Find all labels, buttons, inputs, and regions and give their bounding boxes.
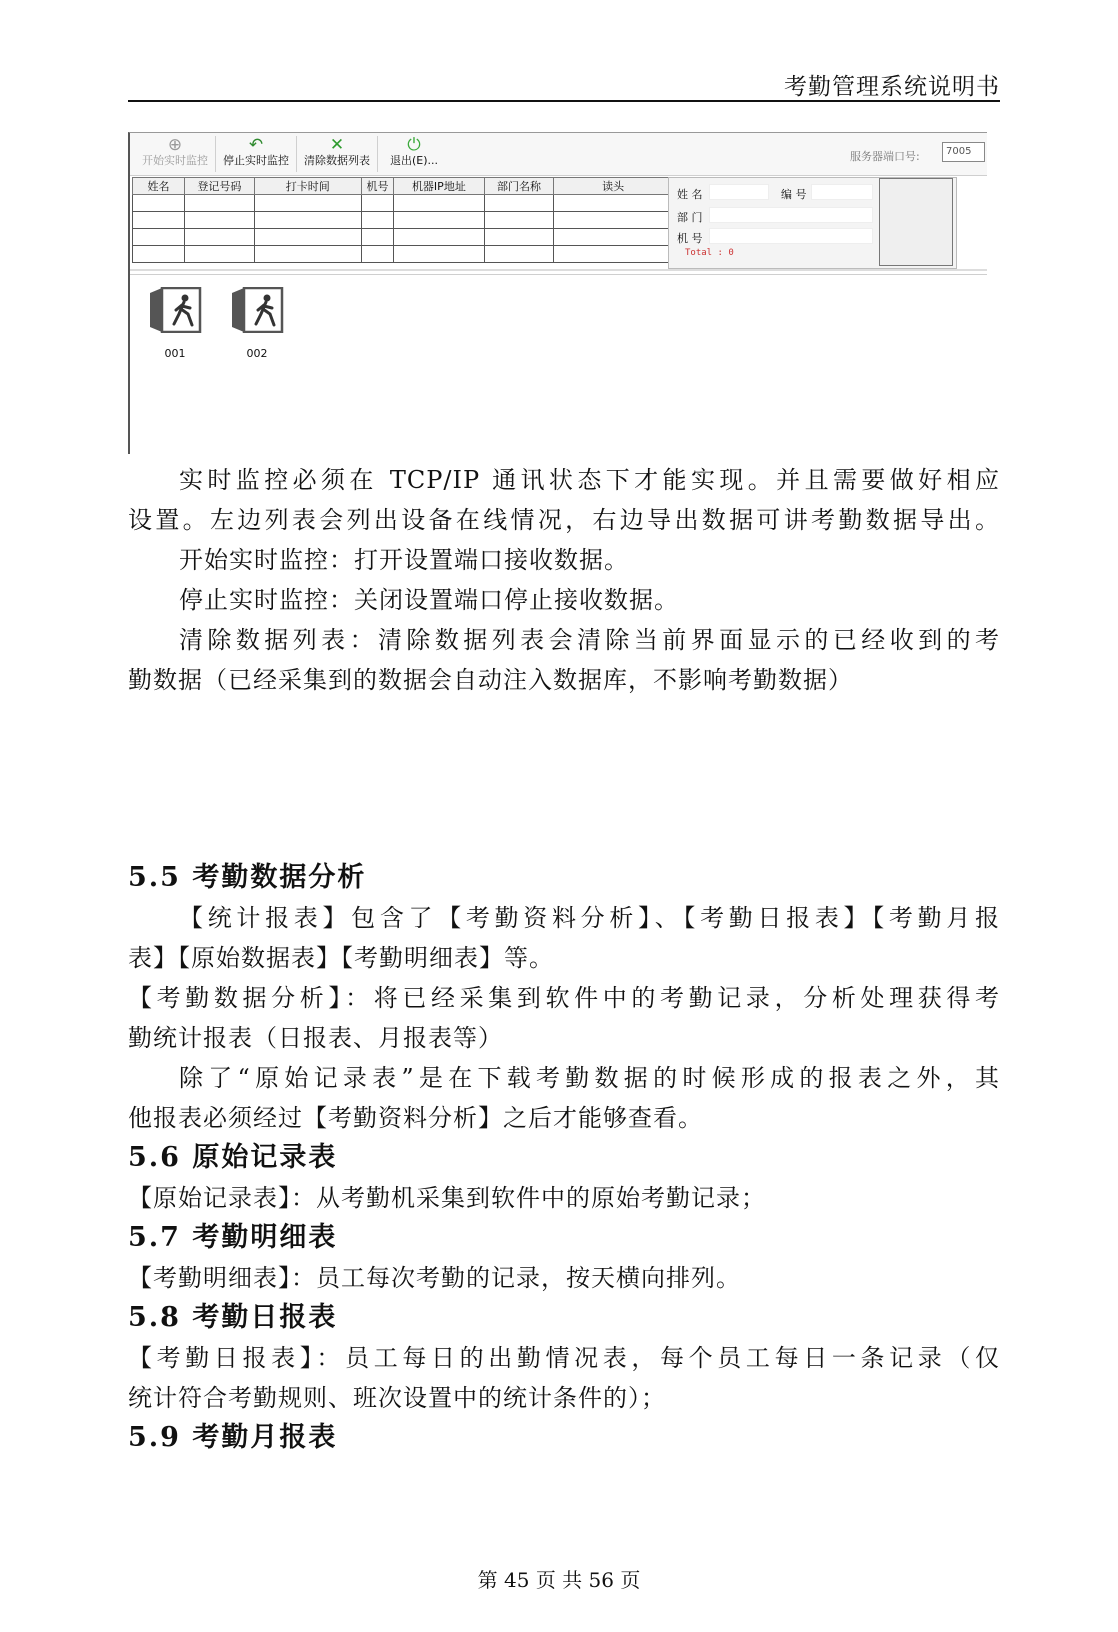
- total-counter: Total : 0: [685, 248, 734, 258]
- paragraph-line: 【原始记录表】：从考勤机采集到软件中的原始考勤记录；: [128, 1184, 766, 1212]
- panel-divider: [130, 274, 987, 275]
- name-field: [709, 184, 769, 200]
- section-heading: 5.6 原始记录表: [128, 1142, 338, 1173]
- employee-photo: [879, 178, 953, 266]
- machine-field: [709, 228, 873, 244]
- id-field: [811, 184, 873, 200]
- machine-label: 机 号: [677, 232, 703, 245]
- power-icon: ⏻: [407, 135, 421, 155]
- door-device-001[interactable]: [146, 287, 204, 360]
- column-header-department[interactable]: 部门名称: [484, 178, 554, 195]
- plus-circle-icon: ⊕: [167, 135, 183, 155]
- column-header-machine-no[interactable]: 机号: [361, 178, 393, 195]
- paragraph-line: 【考勤数据分析】：将已经采集到软件中的考勤记录，分析处理获得考: [128, 984, 1000, 1012]
- paragraph-line: 统计符合考勤规则、班次设置中的统计条件的）；: [128, 1384, 666, 1412]
- column-header-reader[interactable]: 读头: [554, 178, 673, 195]
- paragraph-line: 【统计报表】包含了【考勤资料分析】、【考勤日报表】【考勤月报: [179, 904, 1000, 932]
- column-header-name[interactable]: 姓名: [133, 178, 185, 195]
- paragraph-line: 【考勤明细表】：员工每次考勤的记录，按天横向排列。: [128, 1264, 741, 1292]
- paragraph-line: 开始实时监控：打开设置端口接收数据。: [179, 546, 629, 574]
- start-monitor-button[interactable]: ⊕ 开始实时监控: [136, 135, 214, 173]
- paragraph-line: 设置。左边列表会列出设备在线情况，右边导出数据可讲考勤数据导出。: [128, 506, 1000, 534]
- column-header-reg-no[interactable]: 登记号码: [185, 178, 255, 195]
- exit-button[interactable]: ⏻ 退出(E)...: [384, 135, 444, 173]
- door-label: 001: [164, 347, 186, 360]
- toolbar-separator: [215, 136, 216, 172]
- port-input[interactable]: 7005: [942, 142, 985, 162]
- dept-field: [709, 207, 873, 223]
- section-heading: 5.5 考勤数据分析: [128, 862, 367, 893]
- employee-info-panel: [668, 177, 957, 269]
- door-label: 002: [246, 347, 268, 360]
- stop-monitor-button[interactable]: ↶ 停止实时监控: [218, 135, 294, 173]
- section-heading: 5.8 考勤日报表: [128, 1302, 338, 1333]
- header-rule: [128, 100, 1000, 102]
- attendance-grid[interactable]: [132, 177, 673, 263]
- dept-label: 部 门: [677, 211, 703, 224]
- paragraph-line: 停止实时监控：关闭设置端口停止接收数据。: [179, 586, 679, 614]
- paragraph-line: 清除数据列表：清除数据列表会清除当前界面显示的已经收到的考: [179, 626, 1000, 654]
- clear-list-button[interactable]: ✕ 清除数据列表: [298, 135, 376, 173]
- door-device-002[interactable]: [228, 287, 286, 360]
- table-row[interactable]: [133, 212, 673, 229]
- port-label: 服务器端口号:: [850, 150, 920, 163]
- table-row[interactable]: [133, 195, 673, 212]
- page-footer: 第 45 页 共 56 页: [477, 1568, 641, 1592]
- toolbar-separator: [377, 136, 378, 172]
- door-exit-icon: [148, 287, 202, 333]
- paragraph-line: 表】【原始数据表】【考勤明细表】等。: [128, 944, 554, 972]
- paragraph-line: 勤数据（已经采集到的数据会自动注入数据库，不影响考勤数据）: [128, 666, 853, 694]
- toolbar-separator: [296, 136, 297, 172]
- paragraph-line: 他报表必须经过【考勤资料分析】之后才能够查看。: [128, 1104, 703, 1132]
- section-heading: 5.7 考勤明细表: [128, 1222, 338, 1253]
- table-row[interactable]: [133, 229, 673, 246]
- name-label: 姓 名: [677, 188, 703, 201]
- toolbar: [130, 133, 987, 176]
- section-heading: 5.9 考勤月报表: [128, 1422, 338, 1453]
- paragraph-line: 实时监控必须在 TCP/IP 通讯状态下才能实现。并且需要做好相应: [179, 466, 1000, 494]
- realtime-monitor-window: [128, 132, 987, 454]
- paragraph-line: 【考勤日报表】：员工每日的出勤情况表，每个员工每日一条记录（仅: [128, 1344, 1000, 1372]
- column-header-punch-time[interactable]: 打卡时间: [254, 178, 361, 195]
- panel-divider: [130, 269, 987, 271]
- column-header-machine-ip[interactable]: 机器IP地址: [394, 178, 485, 195]
- close-x-icon: ✕: [329, 135, 345, 155]
- door-exit-icon: [230, 287, 284, 333]
- paragraph-line: 除了“原始记录表”是在下载考勤数据的时候形成的报表之外，其: [179, 1064, 1000, 1092]
- table-row[interactable]: [133, 246, 673, 263]
- paragraph-line: 勤统计报表（日报表、月报表等）: [128, 1024, 503, 1052]
- document-title: 考勤管理系统说明书: [784, 74, 1000, 100]
- undo-arrow-icon: ↶: [248, 135, 264, 155]
- id-label: 编 号: [781, 188, 807, 201]
